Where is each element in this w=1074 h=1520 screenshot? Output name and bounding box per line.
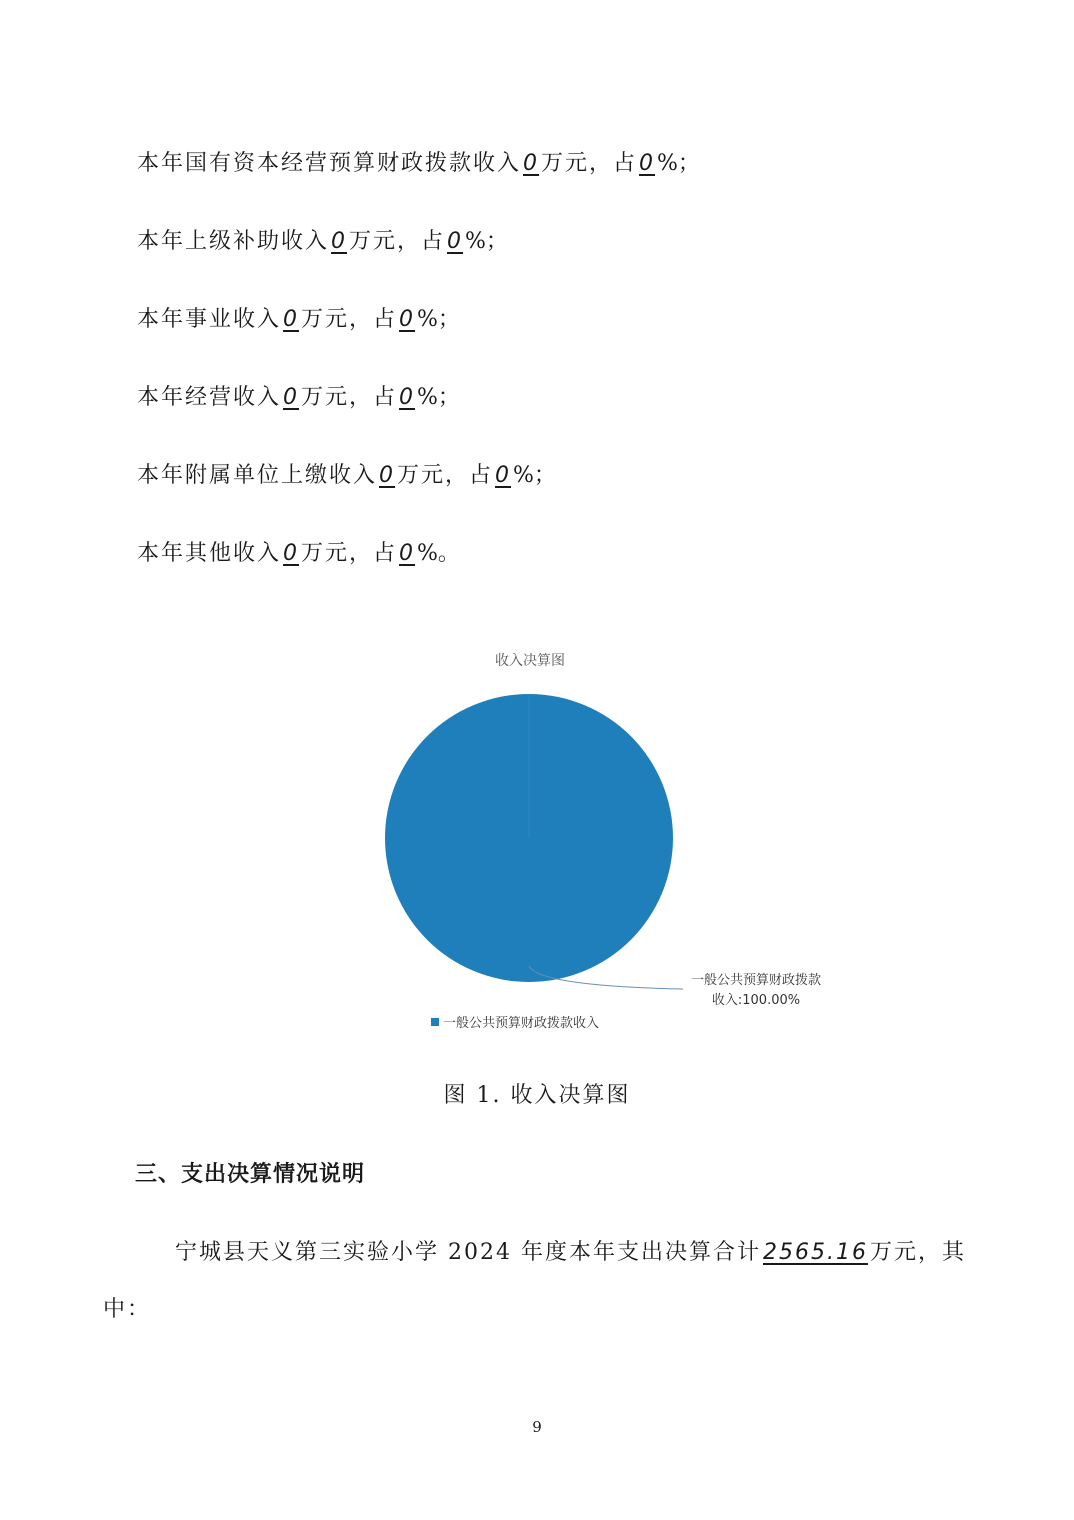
legend-label: 一般公共预算财政拨款收入	[443, 1016, 600, 1031]
amount-value: 0	[523, 151, 540, 176]
percent-value: 0	[639, 151, 656, 176]
percent-value: 0	[399, 307, 416, 332]
pie-chart-svg	[300, 640, 822, 1040]
income-line-superior-subsidy: 本年上级补助收入0万元，占0%；	[137, 229, 508, 254]
pie-data-label: 一般公共预算财政拨款	[690, 973, 822, 988]
income-line-business: 本年事业收入0万元，占0%；	[137, 307, 460, 332]
page-number: 9	[532, 1418, 542, 1436]
income-pie-chart	[300, 640, 822, 1040]
percent-value: 0	[399, 385, 416, 410]
expenditure-total: 2565.16	[762, 1240, 868, 1265]
income-line-other: 本年其他收入0万元，占0%。	[137, 541, 460, 566]
income-line-operating: 本年经营收入0万元，占0%；	[137, 385, 460, 410]
income-line-state-capital: 本年国有资本经营预算财政拨款收入0万元，占0%；	[137, 151, 700, 176]
amount-value: 0	[283, 541, 300, 566]
amount-value: 0	[283, 385, 300, 410]
amount-value: 0	[379, 463, 396, 488]
income-line-affiliated: 本年附属单位上缴收入0万元，占0%；	[137, 463, 556, 488]
pie-data-label: 收入:100.00%	[711, 993, 801, 1008]
percent-value: 0	[399, 541, 416, 566]
chart-title: 收入决算图	[495, 653, 565, 669]
expenditure-paragraph: 宁城县天义第三实验小学 2024 年度本年支出决算合计2565.16万元，其	[175, 1240, 966, 1265]
amount-value: 0	[331, 229, 348, 254]
legend-swatch	[431, 1018, 439, 1026]
expenditure-paragraph-continuation: 中：	[103, 1297, 152, 1322]
percent-value: 0	[495, 463, 512, 488]
section-heading: 三、支出决算情况说明	[135, 1162, 366, 1187]
amount-value: 0	[283, 307, 300, 332]
percent-value: 0	[447, 229, 464, 254]
figure-caption: 图 1. 收入决算图	[443, 1083, 631, 1108]
